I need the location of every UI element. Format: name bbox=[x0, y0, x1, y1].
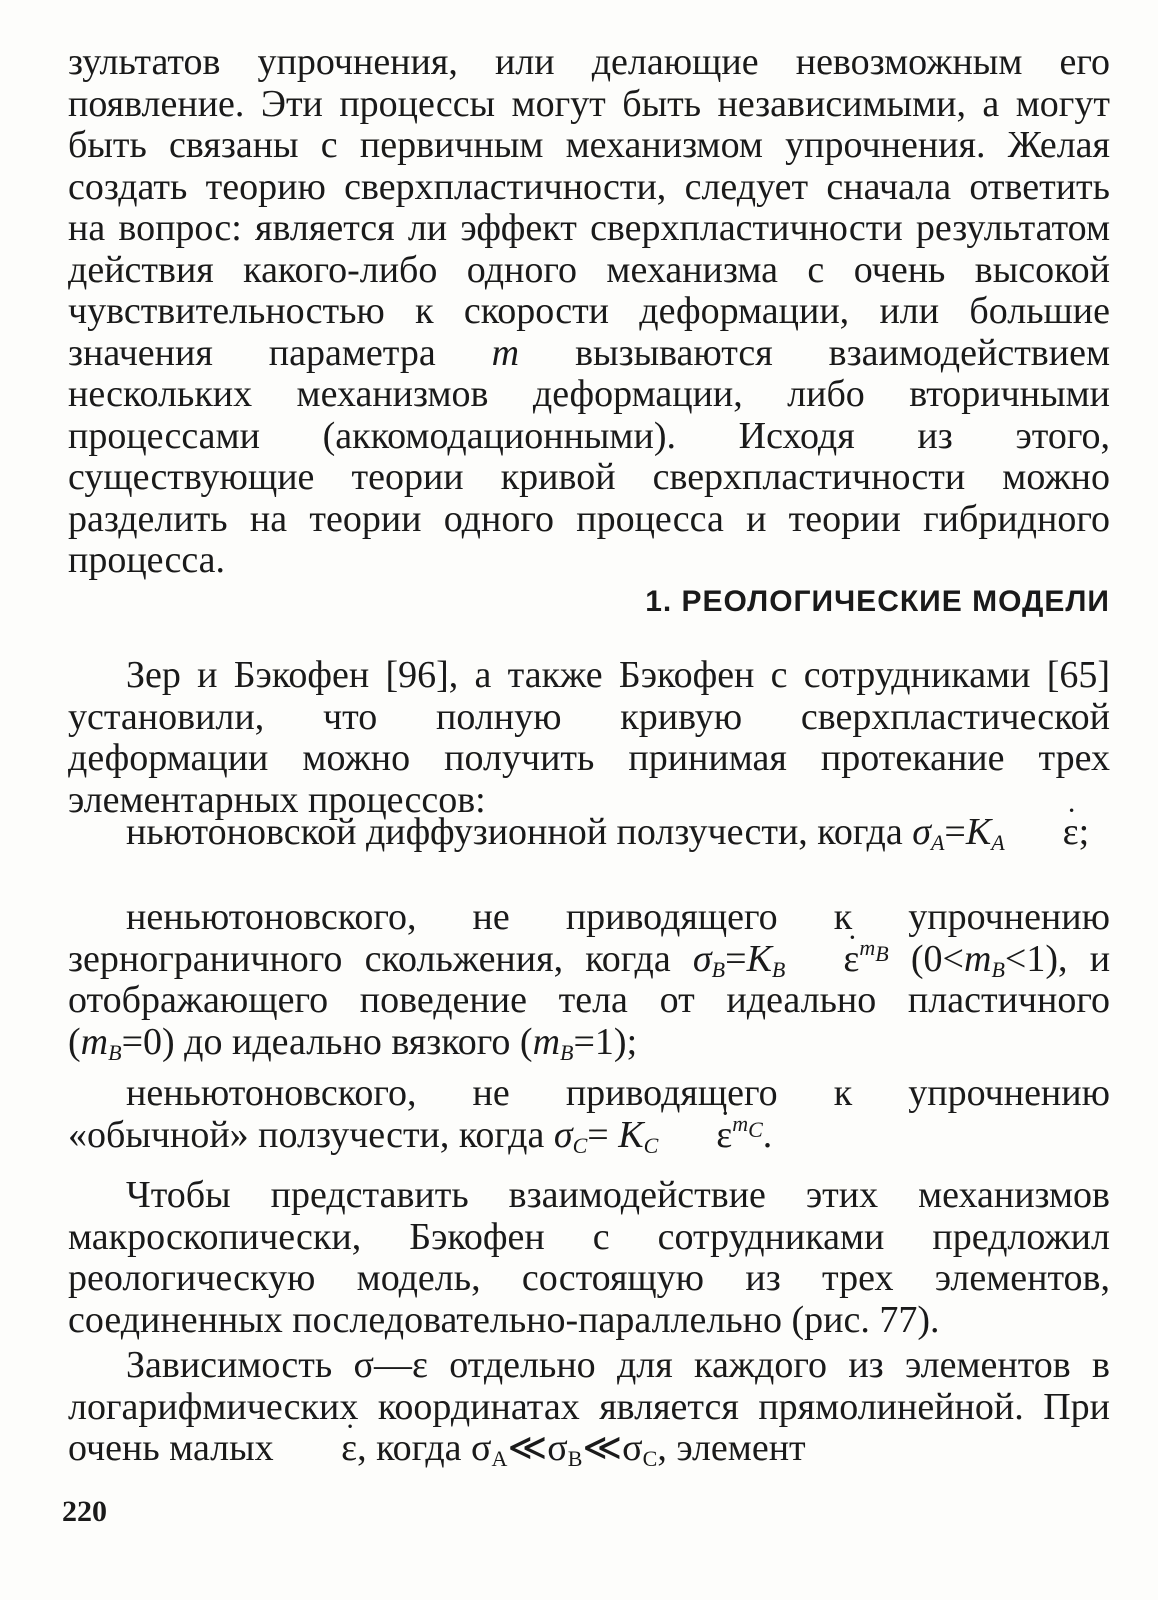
paragraph-intro: зультатов упрочнения, или делающие невозможным его появление. Эти процессы могут быть независимыми, а могут быть связаны с первичным механизмом упрочнения. Желая создать теорию сверхпластичности, следует сначала ответить на вопрос: является ли эффект сверхпластичности результатом действия какого-либо одного механизма с очень высокой чувствительностью к скорости деформации, или большие значения параметра m вызываются взаимодействием нескольких механизмов деформации, либо вторичными процессами (аккомодационными). Исходя из этого, существующие теории кривой сверхпластичности можно разделить на теории одного процесса и теории гибридного процесса. bbox=[68, 41, 1110, 581]
paragraph-models: Зер и Бэкофен [96], а также Бэкофен с сотрудниками [65] установили, что полную кривую сверхпластической деформации можно получить принимая протекание трех элементарных процессов: bbox=[68, 654, 1110, 821]
page-number: 220 bbox=[62, 1495, 107, 1528]
paragraph-dependence: Зависимость σ—ε отдельно для каждого из элементов в логарифмических координатах является прямолинейной. При очень малых · ε, когда $\sigma_A≪\sigma_B≪\sigma_C$, элемент bbox=[68, 1345, 1110, 1470]
section-heading: 1. РЕОЛОГИЧЕСКИЕ МОДЕЛИ bbox=[645, 585, 1110, 618]
list-item-newtonian: ньютоновской диффузионной ползучести, когда $\sigma_A=K_A\cdot \varepsilon$; bbox=[68, 812, 1110, 854]
list-item-grain-boundary: неньютоновского, не приводящего к упрочнению зернограничного скольжения, когда $\sigma_B=K_B\cdot \varepsilon^{m_B}$ $(0<m_B<1)$, и отображающего поведение тела от идеально пластичного $(m_B=0)$ до идеально вязкого $(m_B=1)$; bbox=[68, 897, 1110, 1063]
paragraph-rheological-model: Чтобы представить взаимодействие этих механизмов макроскопически, Бэкофен с сотрудниками предложил реологическую модель, состоящую из трех элементов, соединенных последовательно-параллельно (рис. 77). bbox=[68, 1174, 1110, 1341]
list-item-creep: неньютоновского, не приводящего к упрочнению «обычной» ползучести, когда $\sigma_C= K_C\cdot \varepsilon^{m_C}$. bbox=[68, 1073, 1110, 1156]
